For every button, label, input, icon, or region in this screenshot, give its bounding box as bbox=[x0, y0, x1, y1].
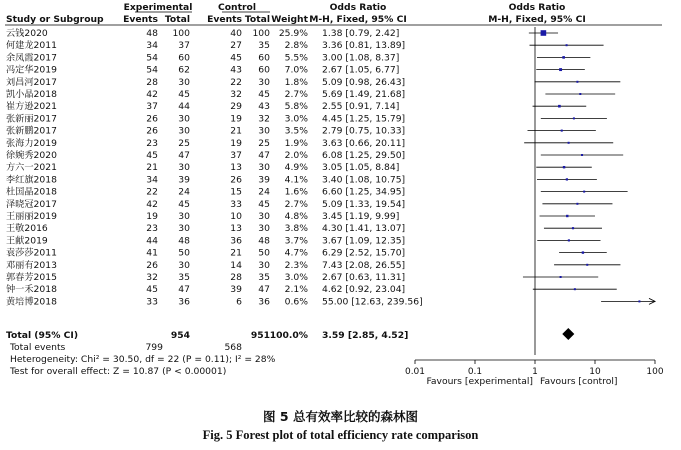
control-events: 10 bbox=[230, 211, 242, 222]
study-weight: 2.8% bbox=[284, 40, 308, 52]
study-weight: 1.8% bbox=[284, 76, 308, 88]
data-point bbox=[572, 227, 574, 229]
total-label: Total (95% CI) bbox=[6, 330, 79, 341]
control-events: 19 bbox=[230, 137, 242, 149]
header-odds-ratio-right: Odds Ratio bbox=[508, 2, 566, 13]
table-row bbox=[6, 186, 405, 198]
study-ci: 6.08 [1.25, 29.50] bbox=[322, 150, 406, 161]
experimental-total: 50 bbox=[178, 247, 190, 259]
control-events: 13 bbox=[230, 223, 242, 235]
experimental-total: 45 bbox=[178, 89, 190, 100]
control-events: 21 bbox=[230, 125, 242, 137]
experimental-events: 42 bbox=[146, 198, 158, 210]
table-row bbox=[6, 283, 405, 295]
study-ci: 3.00 [1.08, 8.37] bbox=[322, 52, 400, 64]
control-total: 47 bbox=[258, 150, 270, 161]
experimental-total: 44 bbox=[178, 101, 190, 113]
header-control: Control bbox=[218, 2, 256, 13]
table-row bbox=[6, 161, 399, 173]
experimental-total: 48 bbox=[178, 235, 190, 247]
table-row bbox=[6, 295, 423, 307]
study-name: 方六一2021 bbox=[6, 162, 57, 174]
study-ci: 4.30 [1.41, 13.07] bbox=[322, 223, 406, 235]
data-point bbox=[561, 130, 563, 132]
control-total: 30 bbox=[258, 162, 270, 174]
control-total: 32 bbox=[258, 113, 270, 125]
study-ci: 2.79 [0.75, 10.33] bbox=[322, 125, 406, 137]
study-name: 张新丽2017 bbox=[6, 113, 57, 125]
data-point bbox=[586, 264, 588, 266]
control-events: 14 bbox=[230, 259, 242, 271]
control-events: 21 bbox=[230, 247, 242, 259]
experimental-events: 19 bbox=[146, 211, 158, 222]
header-experimental: Experimental bbox=[123, 2, 193, 13]
table-row bbox=[6, 137, 405, 149]
total-experimental: 954 bbox=[170, 330, 190, 341]
experimental-events: 26 bbox=[146, 259, 158, 271]
table-row bbox=[6, 234, 405, 246]
experimental-events: 23 bbox=[146, 137, 158, 149]
control-total: 30 bbox=[258, 211, 270, 222]
study-ci: 5.69 [1.49, 21.68] bbox=[322, 89, 406, 100]
data-point bbox=[573, 117, 575, 119]
table-row bbox=[6, 149, 405, 161]
study-weight: 3.5% bbox=[284, 125, 308, 137]
experimental-events: 21 bbox=[146, 162, 158, 174]
control-total: 100 bbox=[252, 28, 270, 39]
table-row bbox=[6, 198, 405, 210]
experimental-total: 36 bbox=[178, 296, 190, 308]
favours-control: Favours [control] bbox=[540, 376, 618, 387]
table-row bbox=[6, 39, 405, 51]
control-total: 45 bbox=[258, 198, 270, 210]
experimental-total: 60 bbox=[178, 52, 190, 64]
study-ci: 3.45 [1.19, 9.99] bbox=[322, 211, 400, 222]
study-ci: 6.29 [2.52, 15.70] bbox=[322, 247, 406, 259]
overall-effect-text: Test for overall effect: Z = 10.87 (P < 0.00001) bbox=[10, 366, 227, 377]
study-ci: 2.67 [0.63, 11.31] bbox=[322, 272, 406, 283]
data-point bbox=[541, 30, 547, 36]
control-total: 50 bbox=[258, 247, 270, 259]
experimental-total: 47 bbox=[178, 284, 190, 296]
table-row bbox=[6, 271, 405, 283]
study-weight: 0.6% bbox=[284, 296, 308, 308]
table-row bbox=[6, 259, 405, 271]
study-ci: 55.00 [12.63, 239.56] bbox=[322, 296, 423, 308]
study-weight: 1.6% bbox=[284, 186, 308, 198]
control-events: 33 bbox=[230, 198, 242, 210]
study-name: 黄培博2018 bbox=[6, 296, 57, 308]
data-point bbox=[574, 288, 576, 290]
favours-experimental: Favours [experimental] bbox=[426, 376, 533, 387]
study-name: 徐婉秀2020 bbox=[6, 150, 57, 161]
data-point bbox=[568, 239, 570, 241]
experimental-events: 41 bbox=[146, 247, 158, 259]
header-method-right: M-H, Fixed, 95% CI bbox=[488, 14, 586, 25]
study-ci: 5.09 [0.98, 26.43] bbox=[322, 76, 406, 88]
table-row bbox=[6, 112, 405, 124]
study-ci: 5.09 [1.33, 19.54] bbox=[322, 198, 406, 210]
study-ci: 7.43 [2.08, 26.55] bbox=[322, 259, 406, 271]
study-name: 何建龙2011 bbox=[6, 40, 57, 52]
study-weight: 2.3% bbox=[284, 259, 308, 271]
study-weight: 1.9% bbox=[284, 137, 308, 149]
experimental-total: 30 bbox=[178, 125, 190, 137]
experimental-total: 25 bbox=[178, 137, 190, 149]
control-events: 28 bbox=[230, 272, 242, 283]
experimental-total: 37 bbox=[178, 40, 190, 52]
control-total: 43 bbox=[258, 101, 270, 113]
study-ci: 3.63 [0.66, 20.11] bbox=[322, 137, 406, 149]
study-ci: 3.05 [1.05, 8.84] bbox=[322, 162, 400, 174]
study-weight: 5.8% bbox=[284, 101, 308, 113]
table-row bbox=[6, 125, 405, 137]
study-name: 云钱2020 bbox=[6, 28, 48, 39]
study-name: 王丽丽2019 bbox=[6, 211, 57, 222]
data-point bbox=[566, 44, 568, 46]
control-total: 25 bbox=[258, 137, 270, 149]
data-point bbox=[638, 300, 640, 302]
x-tick-label: 0.01 bbox=[404, 367, 426, 377]
experimental-total: 62 bbox=[178, 64, 190, 76]
table-row bbox=[6, 222, 405, 234]
study-name: 张海力2019 bbox=[6, 137, 57, 149]
control-events: 40 bbox=[230, 28, 242, 39]
control-events: 32 bbox=[230, 89, 242, 100]
experimental-total: 30 bbox=[178, 223, 190, 235]
experimental-events: 23 bbox=[146, 223, 158, 235]
study-weight: 2.7% bbox=[284, 198, 308, 210]
study-name: 凯小晶2018 bbox=[6, 89, 57, 100]
control-events: 37 bbox=[230, 150, 242, 161]
study-ci: 4.45 [1.25, 15.79] bbox=[322, 113, 406, 125]
data-point bbox=[581, 154, 583, 156]
experimental-events: 32 bbox=[146, 272, 158, 283]
total-events-control: 568 bbox=[224, 342, 242, 353]
experimental-total: 47 bbox=[178, 150, 190, 161]
control-events: 15 bbox=[230, 186, 242, 198]
header-weight: Weight bbox=[271, 14, 308, 25]
control-events: 6 bbox=[236, 296, 242, 308]
header-events-control: Events bbox=[207, 14, 242, 25]
control-events: 22 bbox=[230, 76, 242, 88]
control-total: 36 bbox=[258, 296, 270, 308]
study-weight: 3.7% bbox=[284, 235, 308, 247]
heterogeneity-text: Heterogeneity: Chi² = 30.50, df = 22 (P = 0.11); I² = 28% bbox=[10, 354, 276, 365]
total-control: 951 bbox=[250, 330, 270, 341]
pooled-diamond bbox=[562, 328, 574, 340]
table-row bbox=[6, 173, 405, 185]
study-weight: 25.9% bbox=[278, 28, 308, 39]
study-weight: 3.0% bbox=[284, 272, 308, 283]
data-point bbox=[583, 191, 585, 193]
control-total: 47 bbox=[258, 284, 270, 296]
study-ci: 3.40 [1.08, 10.75] bbox=[322, 174, 406, 186]
total-events-experimental: 799 bbox=[145, 342, 163, 353]
study-ci: 2.67 [1.05, 6.77] bbox=[322, 64, 400, 76]
experimental-events: 45 bbox=[146, 150, 158, 161]
experimental-total: 30 bbox=[178, 162, 190, 174]
header-method-left: M-H, Fixed, 95% CI bbox=[309, 14, 407, 25]
header-odds-ratio-left: Odds Ratio bbox=[329, 2, 387, 13]
control-total: 35 bbox=[258, 272, 270, 283]
study-name: 李红旗2018 bbox=[6, 174, 57, 186]
experimental-total: 45 bbox=[178, 198, 190, 210]
study-ci: 3.36 [0.81, 13.89] bbox=[322, 40, 406, 52]
experimental-events: 26 bbox=[146, 125, 158, 137]
data-point bbox=[560, 276, 562, 278]
experimental-events: 44 bbox=[146, 235, 158, 247]
experimental-total: 30 bbox=[178, 76, 190, 88]
figure-caption-chinese: 图 5 总有效率比较的森林图 bbox=[263, 409, 418, 424]
experimental-total: 30 bbox=[178, 113, 190, 125]
study-weight: 4.8% bbox=[284, 211, 308, 222]
study-ci: 1.38 [0.79, 2.42] bbox=[322, 28, 400, 39]
experimental-total: 39 bbox=[178, 174, 190, 186]
study-ci: 3.67 [1.09, 12.35] bbox=[322, 235, 406, 247]
data-point bbox=[558, 105, 561, 108]
control-total: 39 bbox=[258, 174, 270, 186]
data-point bbox=[568, 142, 570, 144]
data-point bbox=[566, 178, 568, 180]
experimental-events: 33 bbox=[146, 296, 158, 308]
table-row bbox=[6, 27, 399, 39]
study-weight: 4.7% bbox=[284, 247, 308, 259]
data-point bbox=[579, 93, 581, 95]
table-row bbox=[6, 247, 405, 259]
data-point bbox=[559, 68, 562, 71]
study-name: 王献2019 bbox=[6, 235, 48, 247]
figure-caption-english: Fig. 5 Forest plot of total efficiency rate comparison bbox=[202, 428, 479, 442]
study-name: 余凤霞2017 bbox=[6, 52, 57, 64]
study-weight: 7.0% bbox=[284, 64, 308, 76]
control-events: 13 bbox=[230, 162, 242, 174]
study-weight: 2.0% bbox=[284, 150, 308, 161]
total-ci: 3.59 [2.85, 4.52] bbox=[322, 330, 409, 341]
data-point bbox=[582, 251, 584, 253]
study-weight: 5.5% bbox=[284, 52, 308, 64]
plot-area bbox=[405, 27, 664, 377]
control-events: 39 bbox=[230, 284, 242, 296]
control-events: 29 bbox=[230, 101, 242, 113]
study-name: 邓丽有2013 bbox=[6, 259, 57, 271]
study-name: 刘昌河2017 bbox=[6, 76, 57, 88]
control-events: 43 bbox=[230, 64, 242, 76]
x-tick-label: 0.1 bbox=[467, 367, 483, 377]
data-point bbox=[562, 56, 565, 59]
study-name: 王敬2016 bbox=[6, 223, 48, 235]
study-name: 袁莎莎2011 bbox=[6, 247, 57, 259]
header-study: Study or Subgroup bbox=[6, 14, 104, 25]
experimental-total: 100 bbox=[172, 28, 190, 39]
experimental-events: 54 bbox=[146, 64, 158, 76]
control-events: 36 bbox=[230, 235, 242, 247]
table-row bbox=[6, 51, 399, 63]
experimental-events: 48 bbox=[146, 28, 158, 39]
study-ci: 6.60 [1.25, 34.95] bbox=[322, 186, 406, 198]
table-row bbox=[6, 100, 399, 112]
experimental-total: 24 bbox=[178, 186, 190, 198]
header-total-control: Total bbox=[244, 14, 270, 25]
control-events: 45 bbox=[230, 52, 242, 64]
experimental-total: 30 bbox=[178, 259, 190, 271]
experimental-total: 35 bbox=[178, 272, 190, 283]
study-weight: 2.1% bbox=[284, 284, 308, 296]
experimental-events: 34 bbox=[146, 40, 158, 52]
study-weight: 2.7% bbox=[284, 89, 308, 100]
experimental-events: 34 bbox=[146, 174, 158, 186]
control-total: 30 bbox=[258, 259, 270, 271]
study-ci: 2.55 [0.91, 7.14] bbox=[322, 101, 400, 113]
control-total: 30 bbox=[258, 223, 270, 235]
data-point bbox=[566, 215, 568, 217]
table-row bbox=[6, 64, 399, 76]
total-weight: 100.0% bbox=[269, 330, 308, 341]
control-total: 24 bbox=[258, 186, 270, 198]
experimental-events: 22 bbox=[146, 186, 158, 198]
header-events-experimental: Events bbox=[123, 14, 158, 25]
data-point bbox=[576, 203, 578, 205]
x-tick-label: 10 bbox=[589, 367, 601, 377]
study-name: 张新鹏2017 bbox=[6, 125, 57, 137]
x-tick-label: 1 bbox=[532, 367, 538, 377]
control-total: 30 bbox=[258, 76, 270, 88]
study-name: 郭春芳2015 bbox=[6, 272, 57, 283]
table-row bbox=[6, 211, 399, 222]
control-total: 35 bbox=[258, 40, 270, 52]
experimental-events: 26 bbox=[146, 113, 158, 125]
control-events: 19 bbox=[230, 113, 242, 125]
experimental-events: 42 bbox=[146, 89, 158, 100]
data-point bbox=[563, 166, 565, 168]
data-point bbox=[576, 81, 578, 83]
table-row bbox=[6, 88, 405, 100]
study-ci: 4.62 [0.92, 23.04] bbox=[322, 284, 406, 296]
experimental-events: 37 bbox=[146, 101, 158, 113]
study-name: 崔方逊2021 bbox=[6, 101, 57, 113]
study-weight: 4.9% bbox=[284, 162, 308, 174]
study-name: 冯定华2019 bbox=[6, 64, 57, 76]
control-total: 45 bbox=[258, 89, 270, 100]
total-events-label: Total events bbox=[10, 342, 66, 353]
control-total: 60 bbox=[258, 64, 270, 76]
experimental-events: 45 bbox=[146, 284, 158, 296]
x-tick-label: 100 bbox=[646, 367, 664, 377]
study-weight: 4.1% bbox=[284, 174, 308, 186]
study-rows bbox=[6, 27, 423, 307]
study-name: 钟一禾2018 bbox=[6, 284, 57, 296]
study-weight: 3.0% bbox=[284, 113, 308, 125]
table-row bbox=[6, 76, 405, 88]
experimental-total: 30 bbox=[178, 211, 190, 222]
control-events: 27 bbox=[230, 40, 242, 52]
study-name: 杜国晶2018 bbox=[6, 186, 57, 198]
experimental-events: 54 bbox=[146, 52, 158, 64]
control-events: 26 bbox=[230, 174, 242, 186]
experimental-events: 28 bbox=[146, 76, 158, 88]
control-total: 48 bbox=[258, 235, 270, 247]
study-weight: 3.8% bbox=[284, 223, 308, 235]
study-name: 泽晓冠2017 bbox=[6, 198, 57, 210]
header-total-experimental: Total bbox=[164, 14, 190, 25]
control-total: 30 bbox=[258, 125, 270, 137]
control-total: 60 bbox=[258, 52, 270, 64]
